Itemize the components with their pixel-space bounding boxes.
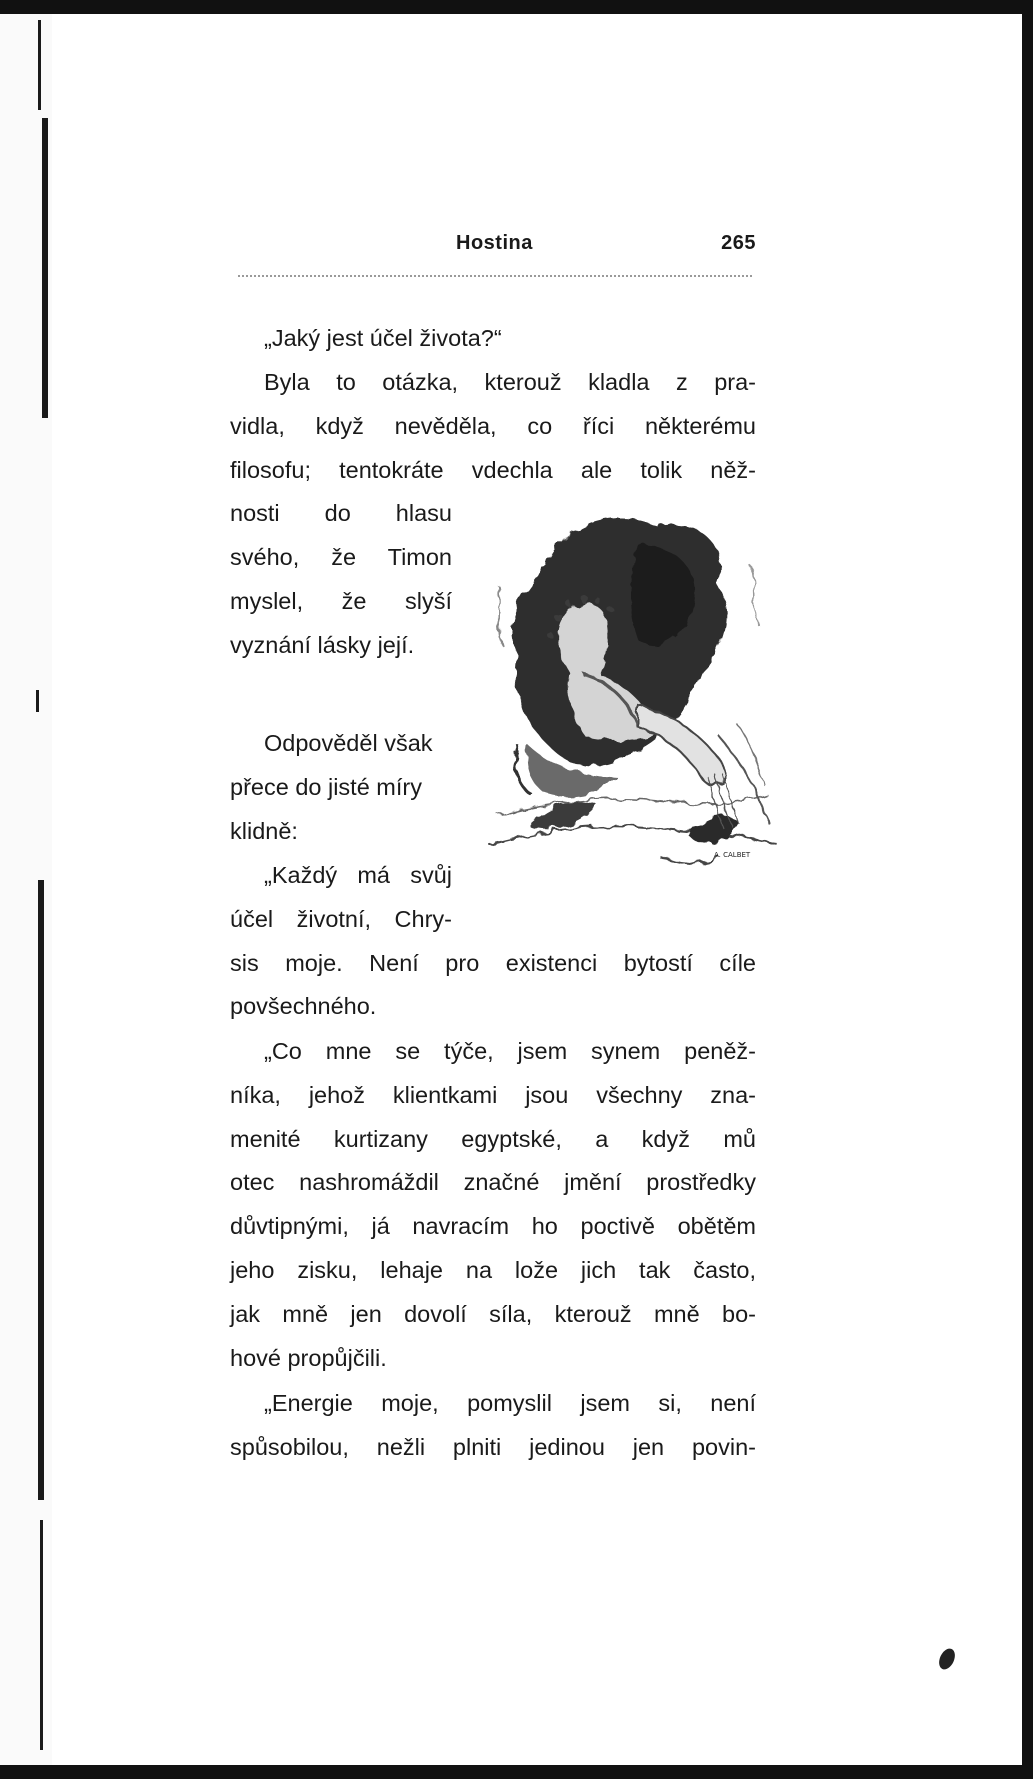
gutter-mark — [42, 118, 48, 418]
ink-speck — [936, 1646, 958, 1672]
text-line: Odpověděl však — [264, 730, 433, 756]
page-number: 265 — [721, 232, 756, 254]
reclining-woman-sketch-icon — [488, 505, 778, 1185]
text-line: spůsobilou, nežli plniti jedinou jen povin- — [230, 1433, 756, 1460]
text-line: vidla, když nevěděla, co říci některému — [230, 412, 756, 439]
running-head-title: Hostina — [456, 232, 533, 254]
text-line: „Každý má svůj — [264, 862, 452, 888]
scan-border-top — [0, 0, 1033, 14]
text-line: vyznání lásky její. — [230, 631, 415, 658]
text-line: „Co mne se týče, jsem synem peněž- — [264, 1038, 756, 1064]
text-line: klidně: — [230, 817, 298, 844]
text-line: „Jaký jest účel života?“ — [264, 325, 502, 351]
gutter-mark — [40, 1520, 43, 1750]
text-line: jak mně jen dovolí síla, kterouž mně bo- — [230, 1300, 756, 1327]
running-head — [230, 228, 756, 258]
text-line: povšechného. — [230, 993, 377, 1020]
text-line: přece do jisté míry — [230, 773, 422, 800]
scan-border-bottom — [0, 1765, 1033, 1779]
text-line: otec nashromáždil značné jmění prostředky — [230, 1169, 756, 1196]
text-line: hové propůjčili. — [230, 1344, 387, 1371]
text-line: myslel, že slyší — [230, 587, 452, 614]
gutter-mark — [36, 690, 39, 712]
text-line: účel životní, Chry- — [230, 905, 452, 932]
gutter-mark — [38, 880, 44, 1500]
text-line: nosti do hlasu — [230, 500, 452, 527]
header-rule — [238, 275, 752, 277]
scan-border-right — [1022, 0, 1033, 1779]
text-line: menité kurtizany egyptské, a když mů — [230, 1125, 756, 1152]
text-line: jeho zisku, lehaje na lože jich tak často, — [230, 1256, 756, 1283]
text-line: důvtipnými, já navracím ho poctivě obětěm — [230, 1213, 756, 1240]
text-line: sis moje. Není pro existenci bytostí cíle — [230, 949, 756, 976]
text-line: Byla to otázka, kterouž kladla z pra- — [264, 369, 756, 395]
illustration-signature: A. CALBET — [714, 851, 751, 859]
text-line: filosofu; tentokráte vdechla ale tolik něž- — [230, 456, 756, 483]
paragraph — [230, 722, 460, 853]
text-line: svého, že Timon — [230, 544, 452, 571]
gutter-mark — [38, 20, 41, 110]
text-line: níka, jehož klientkami jsou všechny zna- — [230, 1081, 756, 1108]
paragraph — [230, 1382, 756, 1470]
paragraph — [264, 317, 744, 361]
text-line: „Energie moje, pomyslil jsem si, není — [264, 1390, 756, 1416]
